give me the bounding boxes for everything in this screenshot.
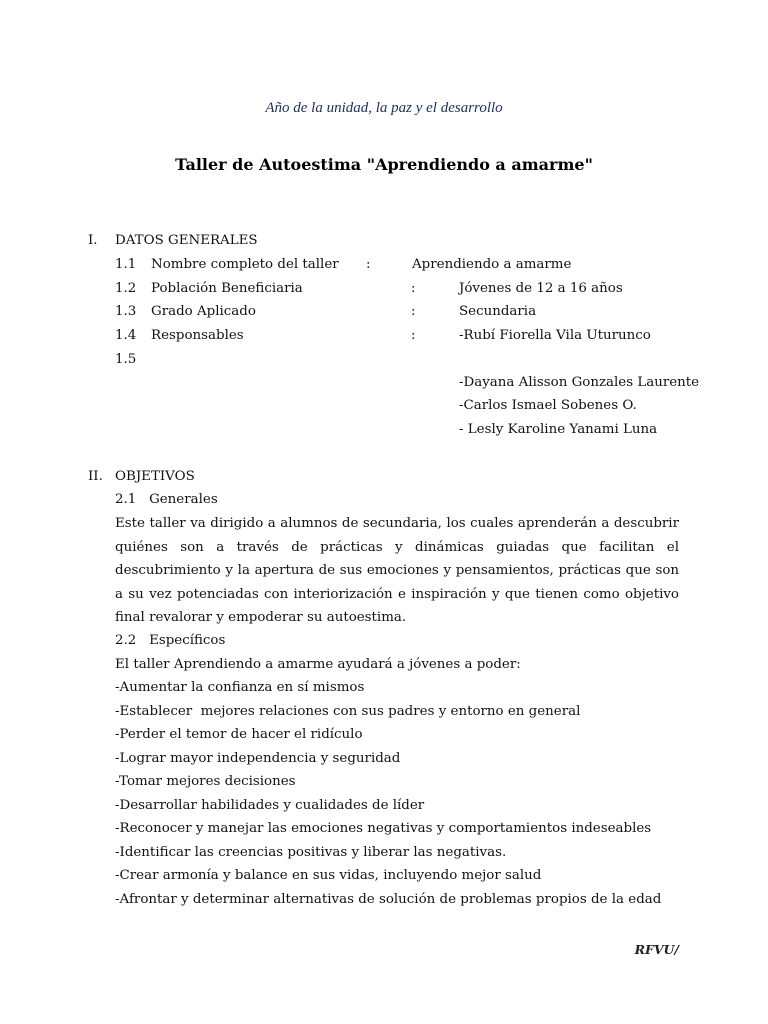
section-1-heading: DATOS GENERALES	[115, 233, 258, 248]
row-label: Población Beneficiaria	[151, 281, 303, 296]
row-colon: :	[411, 328, 416, 343]
generales-paragraph: Este taller va dirigido a alumnos de secundaria, los cuales aprenderán a descubrir quiénes son a través de prácticas y dinámicas guiadas que facilitan el descubrimiento y la apertura de sus emociones y pensamientos, prácticas que son a su vez potenciadas con interiorización e inspiración y que tienen como objetivo final revalorar y empoderar su autoestima.	[115, 516, 679, 625]
responsable-name: - Lesly Karoline Yanami Luna	[459, 422, 658, 437]
list-item: -Establecer mejores relaciones con sus padres y entorno en general	[115, 704, 581, 719]
row-colon: :	[411, 281, 416, 296]
row-value: Jóvenes de 12 a 16 años	[459, 281, 623, 296]
responsable-name: -Dayana Alisson Gonzales Laurente	[459, 375, 700, 390]
row-number: 1.2	[115, 281, 137, 296]
row-colon: :	[411, 304, 416, 319]
responsable-name: -Carlos Ismael Sobenes O.	[459, 398, 637, 413]
row-value: Aprendiendo a amarme	[412, 257, 572, 272]
row-number: 1.3	[115, 304, 137, 319]
section-1-numeral: I.	[88, 233, 98, 248]
especificos-intro: El taller Aprendiendo a amarme ayudará a jóvenes a poder:	[115, 657, 521, 672]
generales-heading: 2.1 Generales	[115, 492, 218, 507]
row-label: Grado Aplicado	[151, 304, 256, 319]
list-item: -Afrontar y determinar alternativas de solución de problemas propios de la edad	[115, 892, 662, 907]
row-number: 1.1	[115, 257, 137, 272]
list-item: -Lograr mayor independencia y seguridad	[115, 751, 401, 766]
section-2-numeral: II.	[88, 469, 103, 484]
motto-line: Año de la unidad, la paz y el desarrollo	[265, 100, 503, 116]
list-item: -Desarrollar habilidades y cualidades de líder	[115, 798, 425, 813]
list-item: -Identificar las creencias positivas y liberar las negativas.	[115, 845, 507, 860]
row-value: Secundaria	[459, 304, 537, 319]
row-label: Nombre completo del taller	[151, 257, 339, 272]
especificos-heading: 2.2 Específicos	[115, 633, 226, 648]
document-title: Taller de Autoestima "Aprendiendo a amarme"	[175, 155, 593, 174]
list-item: -Reconocer y manejar las emociones negativas y comportamientos indeseables	[115, 821, 652, 836]
row-number: 1.5	[115, 352, 137, 367]
list-item: -Tomar mejores decisiones	[115, 774, 296, 789]
row-colon: :	[366, 257, 371, 272]
list-item: -Aumentar la confianza en sí mismos	[115, 680, 365, 695]
list-item: -Perder el temor de hacer el ridículo	[115, 727, 363, 742]
row-number: 1.4	[115, 328, 137, 343]
row-label: Responsables	[151, 328, 244, 343]
row-value: -Rubí Fiorella Vila Uturunco	[459, 328, 651, 343]
list-item: -Crear armonía y balance en sus vidas, incluyendo mejor salud	[115, 868, 542, 883]
footer-initials: RFVU/	[634, 942, 679, 957]
section-2-heading: OBJETIVOS	[115, 469, 195, 484]
